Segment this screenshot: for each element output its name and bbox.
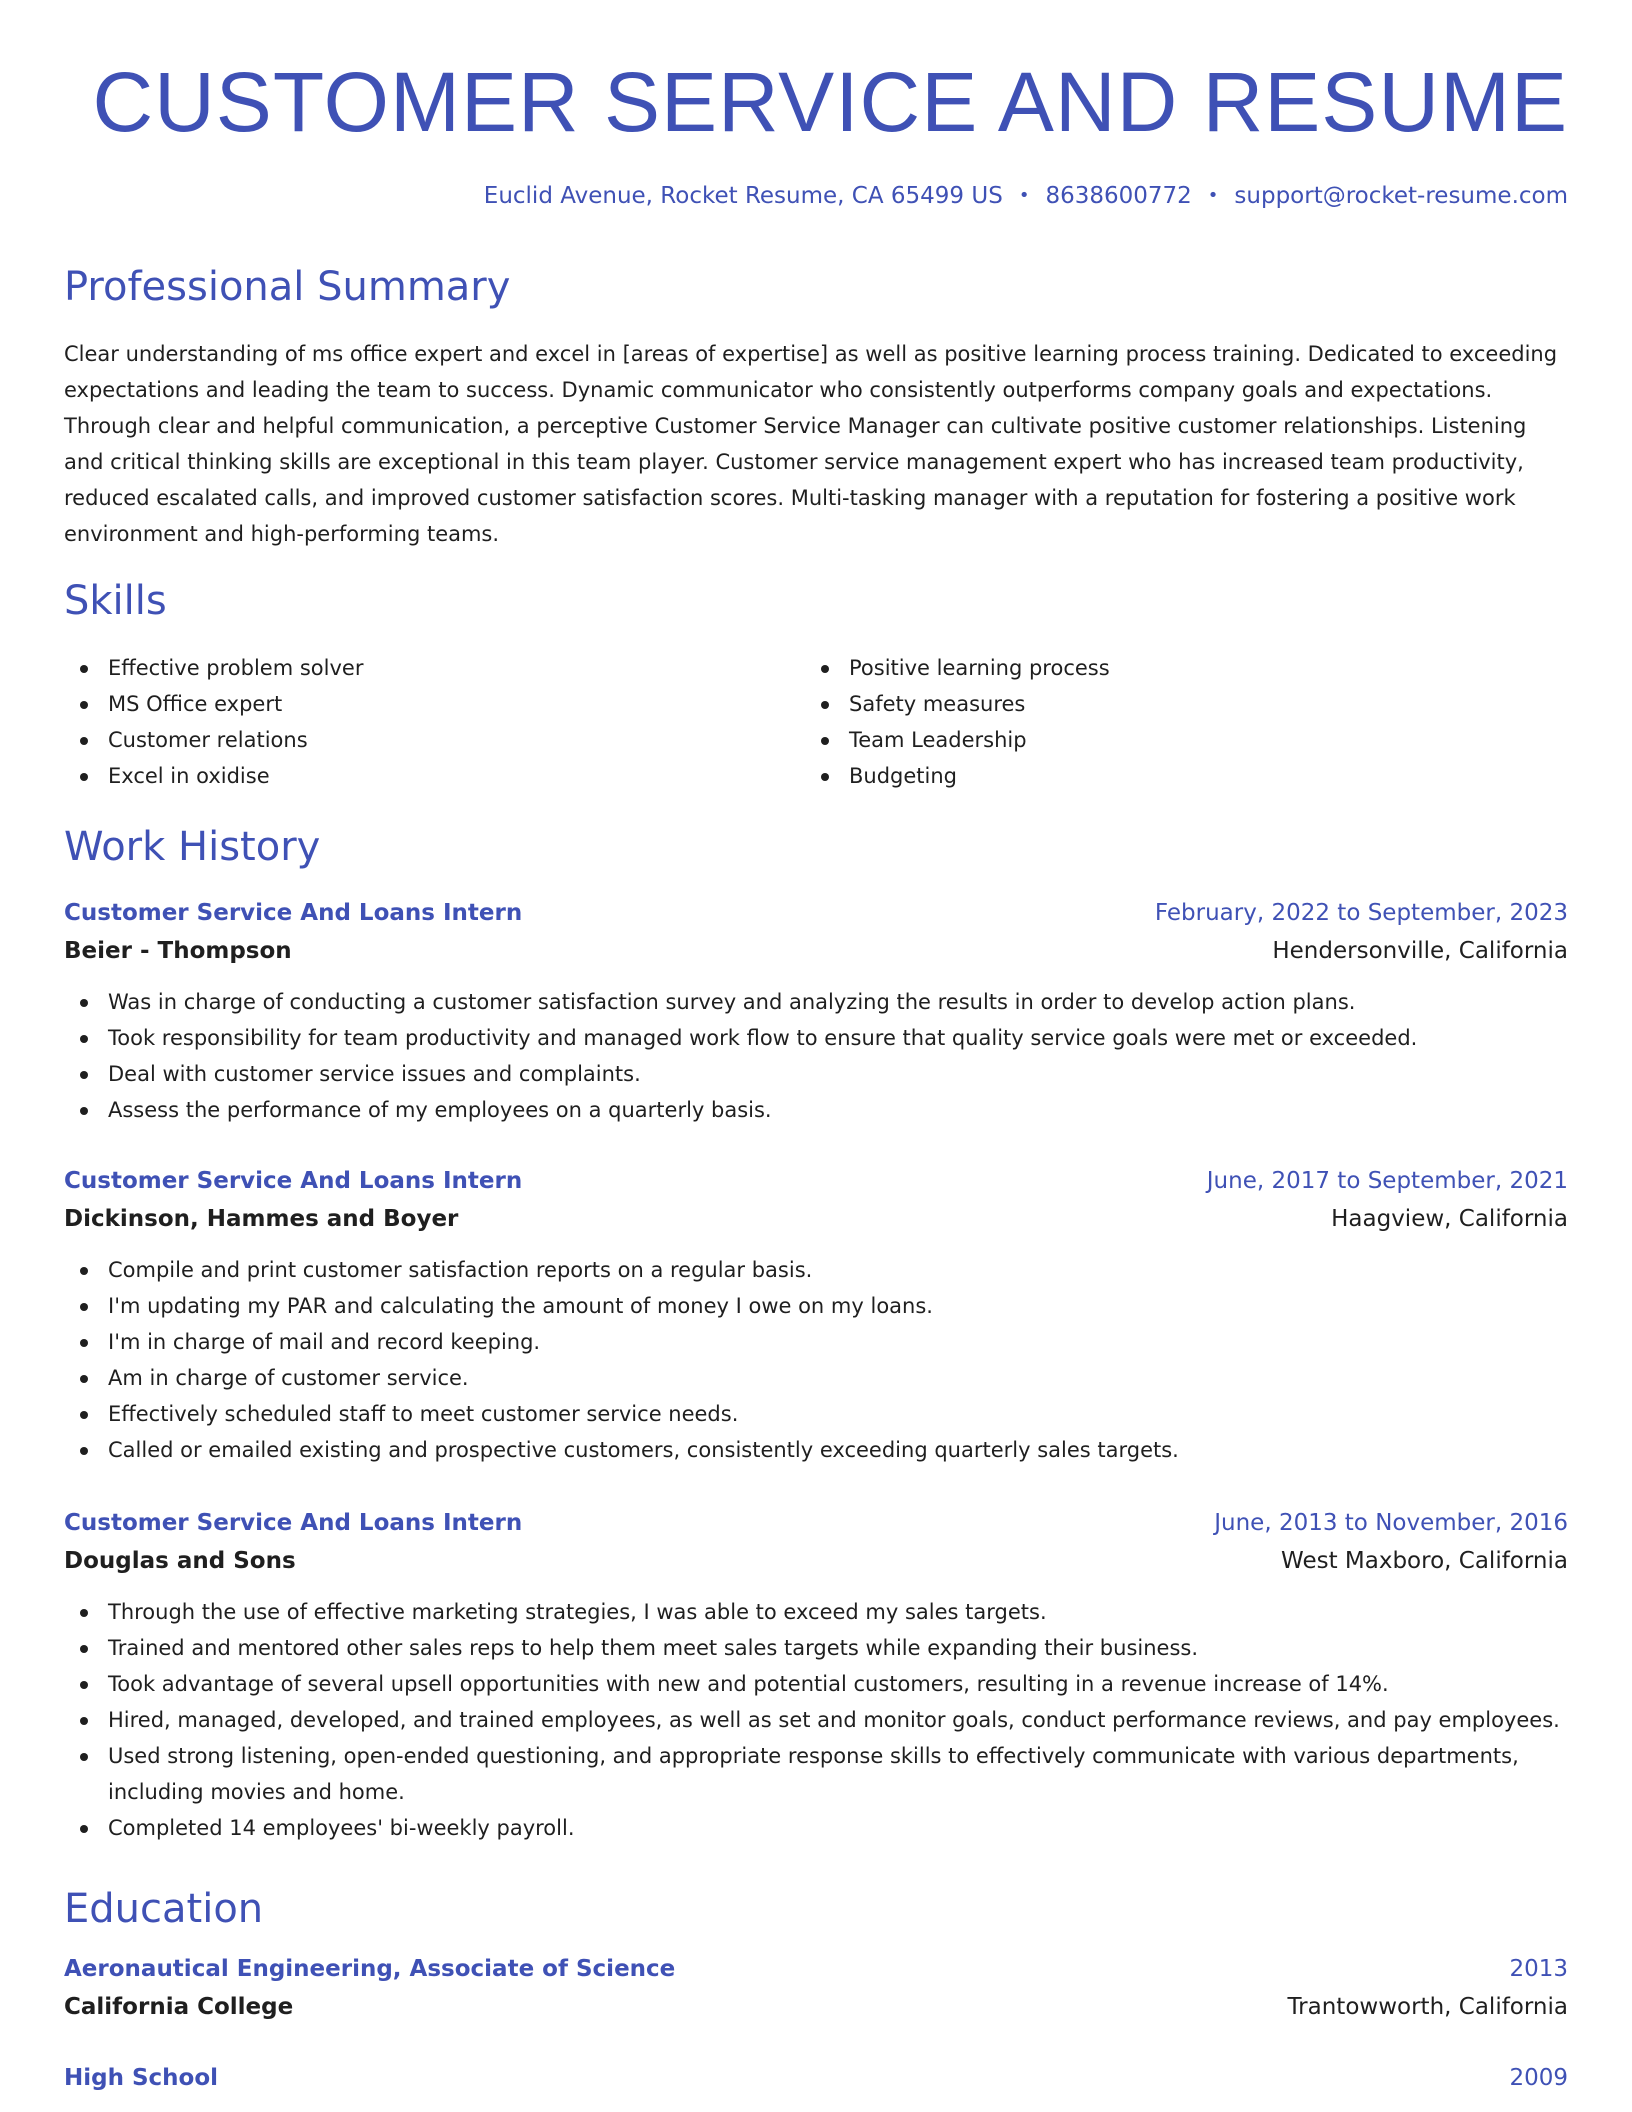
education-school-row xyxy=(64,1988,1568,2026)
job-bullet: Was in charge of conducting a customer satisfaction survey and analyzing the results in order to develop action plans. xyxy=(64,984,1568,1020)
job-entry xyxy=(64,1504,1568,1846)
contact-email[interactable]: support@rocket-resume.com xyxy=(1234,183,1568,209)
job-bullets xyxy=(64,1252,1568,1468)
job-bullets xyxy=(64,1594,1568,1846)
job-bullet: Completed 14 employees' bi-weekly payroll. xyxy=(64,1810,1568,1846)
job-bullet: Assess the performance of my employees on a quarterly basis. xyxy=(64,1092,1568,1128)
job-bullet: I'm updating my PAR and calculating the amount of money I owe on my loans. xyxy=(64,1288,1568,1324)
job-bullet: Compile and print customer satisfaction reports on a regular basis. xyxy=(64,1252,1568,1288)
skill-item: Budgeting xyxy=(805,758,1110,794)
job-bullet: Used strong listening, open-ended questioning, and appropriate response skills to effectively communicate with various departments, including movies and home. xyxy=(64,1738,1568,1810)
education-header-row xyxy=(64,1950,1568,1988)
job-bullet: Took responsibility for team productivity and managed work flow to ensure that quality service goals were met or exceeded. xyxy=(64,1020,1568,1056)
job-company: Dickinson, Hammes and Boyer xyxy=(64,1206,459,1232)
skills-list-right xyxy=(805,650,1110,794)
job-company-row xyxy=(64,932,1568,970)
skill-item: Customer relations xyxy=(64,722,363,758)
job-bullet: I'm in charge of mail and record keeping. xyxy=(64,1324,1568,1360)
summary-text: Clear understanding of ms office expert and excel in [areas of expertise] as well as positive learning process training. Dedicated to exceeding expectations and leading the team to success. Dynamic communicator who consistently outperforms company goals and expectations. Through clear and helpful communication, a perceptive Customer Service Manager can cultivate positive customer relationships. Listening and critical thinking skills are exceptional in this team player. Customer service management expert who has increased team productivity, reduced escalated calls, and improved customer satisfaction scores. Multi-tasking manager with a reputation for fostering a positive work environment and high-performing teams. xyxy=(64,342,1558,546)
job-location: Haagview, California xyxy=(1331,1206,1568,1232)
section-title-skills: Skills xyxy=(64,578,167,624)
education-degree: Aeronautical Engineering, Associate of Science xyxy=(64,1956,676,1982)
job-dates: February, 2022 to September, 2023 xyxy=(1154,900,1568,926)
skill-item: Excel in oxidise xyxy=(64,758,363,794)
job-company: Beier - Thompson xyxy=(64,938,292,964)
skill-item: Positive learning process xyxy=(805,650,1110,686)
job-bullet: Through the use of effective marketing strategies, I was able to exceed my sales targets. xyxy=(64,1594,1568,1630)
job-dates: June, 2017 to September, 2021 xyxy=(1206,1168,1568,1194)
contact-separator: • xyxy=(1018,185,1030,206)
contact-line xyxy=(484,180,1568,212)
job-header-row xyxy=(64,1504,1568,1542)
job-dates: June, 2013 to November, 2016 xyxy=(1214,1510,1568,1536)
skills-list-left xyxy=(64,650,363,794)
job-entry xyxy=(64,894,1568,1128)
education-year: 2013 xyxy=(1509,1956,1568,1982)
section-title-summary: Professional Summary xyxy=(64,264,511,310)
education-header-row xyxy=(64,2059,1568,2097)
education-location: Trantowworth, California xyxy=(1287,1994,1568,2020)
job-bullet: Took advantage of several upsell opportunities with new and potential customers, resulting in a revenue increase of 14%. xyxy=(64,1666,1568,1702)
job-title: Customer Service And Loans Intern xyxy=(64,900,523,926)
education-degree: High School xyxy=(64,2065,219,2091)
job-bullet: Trained and mentored other sales reps to help them meet sales targets while expanding their business. xyxy=(64,1630,1568,1666)
job-header-row xyxy=(64,894,1568,932)
job-bullet: Am in charge of customer service. xyxy=(64,1360,1568,1396)
job-title: Customer Service And Loans Intern xyxy=(64,1168,523,1194)
job-bullet: Effectively scheduled staff to meet customer service needs. xyxy=(64,1396,1568,1432)
education-entry xyxy=(64,1950,1568,2026)
skill-item: MS Office expert xyxy=(64,686,363,722)
job-bullet: Deal with customer service issues and complaints. xyxy=(64,1056,1568,1092)
job-location: West Maxboro, California xyxy=(1281,1548,1568,1574)
contact-separator: • xyxy=(1207,185,1219,206)
job-bullet: Called or emailed existing and prospective customers, consistently exceeding quarterly sales targets. xyxy=(64,1432,1568,1468)
contact-phone: 8638600772 xyxy=(1045,183,1192,209)
section-title-work: Work History xyxy=(64,824,321,870)
job-company: Douglas and Sons xyxy=(64,1548,296,1574)
skill-item: Effective problem solver xyxy=(64,650,363,686)
job-company-row xyxy=(64,1542,1568,1580)
skill-item: Team Leadership xyxy=(805,722,1110,758)
job-location: Hendersonville, California xyxy=(1272,938,1568,964)
job-header-row xyxy=(64,1162,1568,1200)
education-school: California College xyxy=(64,1994,294,2020)
job-company-row xyxy=(64,1200,1568,1238)
resume-name: CUSTOMER SERVICE AND RESUME xyxy=(92,55,1568,149)
job-bullet: Hired, managed, developed, and trained employees, as well as set and monitor goals, conduct performance reviews, and pay employees. xyxy=(64,1702,1568,1738)
section-title-education: Education xyxy=(64,1886,264,1932)
education-entry xyxy=(64,2059,1568,2097)
contact-address: Euclid Avenue, Rocket Resume, CA 65499 US xyxy=(483,183,1003,209)
job-entry xyxy=(64,1162,1568,1468)
education-year: 2009 xyxy=(1509,2065,1568,2091)
job-bullets xyxy=(64,984,1568,1128)
skill-item: Safety measures xyxy=(805,686,1110,722)
job-title: Customer Service And Loans Intern xyxy=(64,1510,523,1536)
